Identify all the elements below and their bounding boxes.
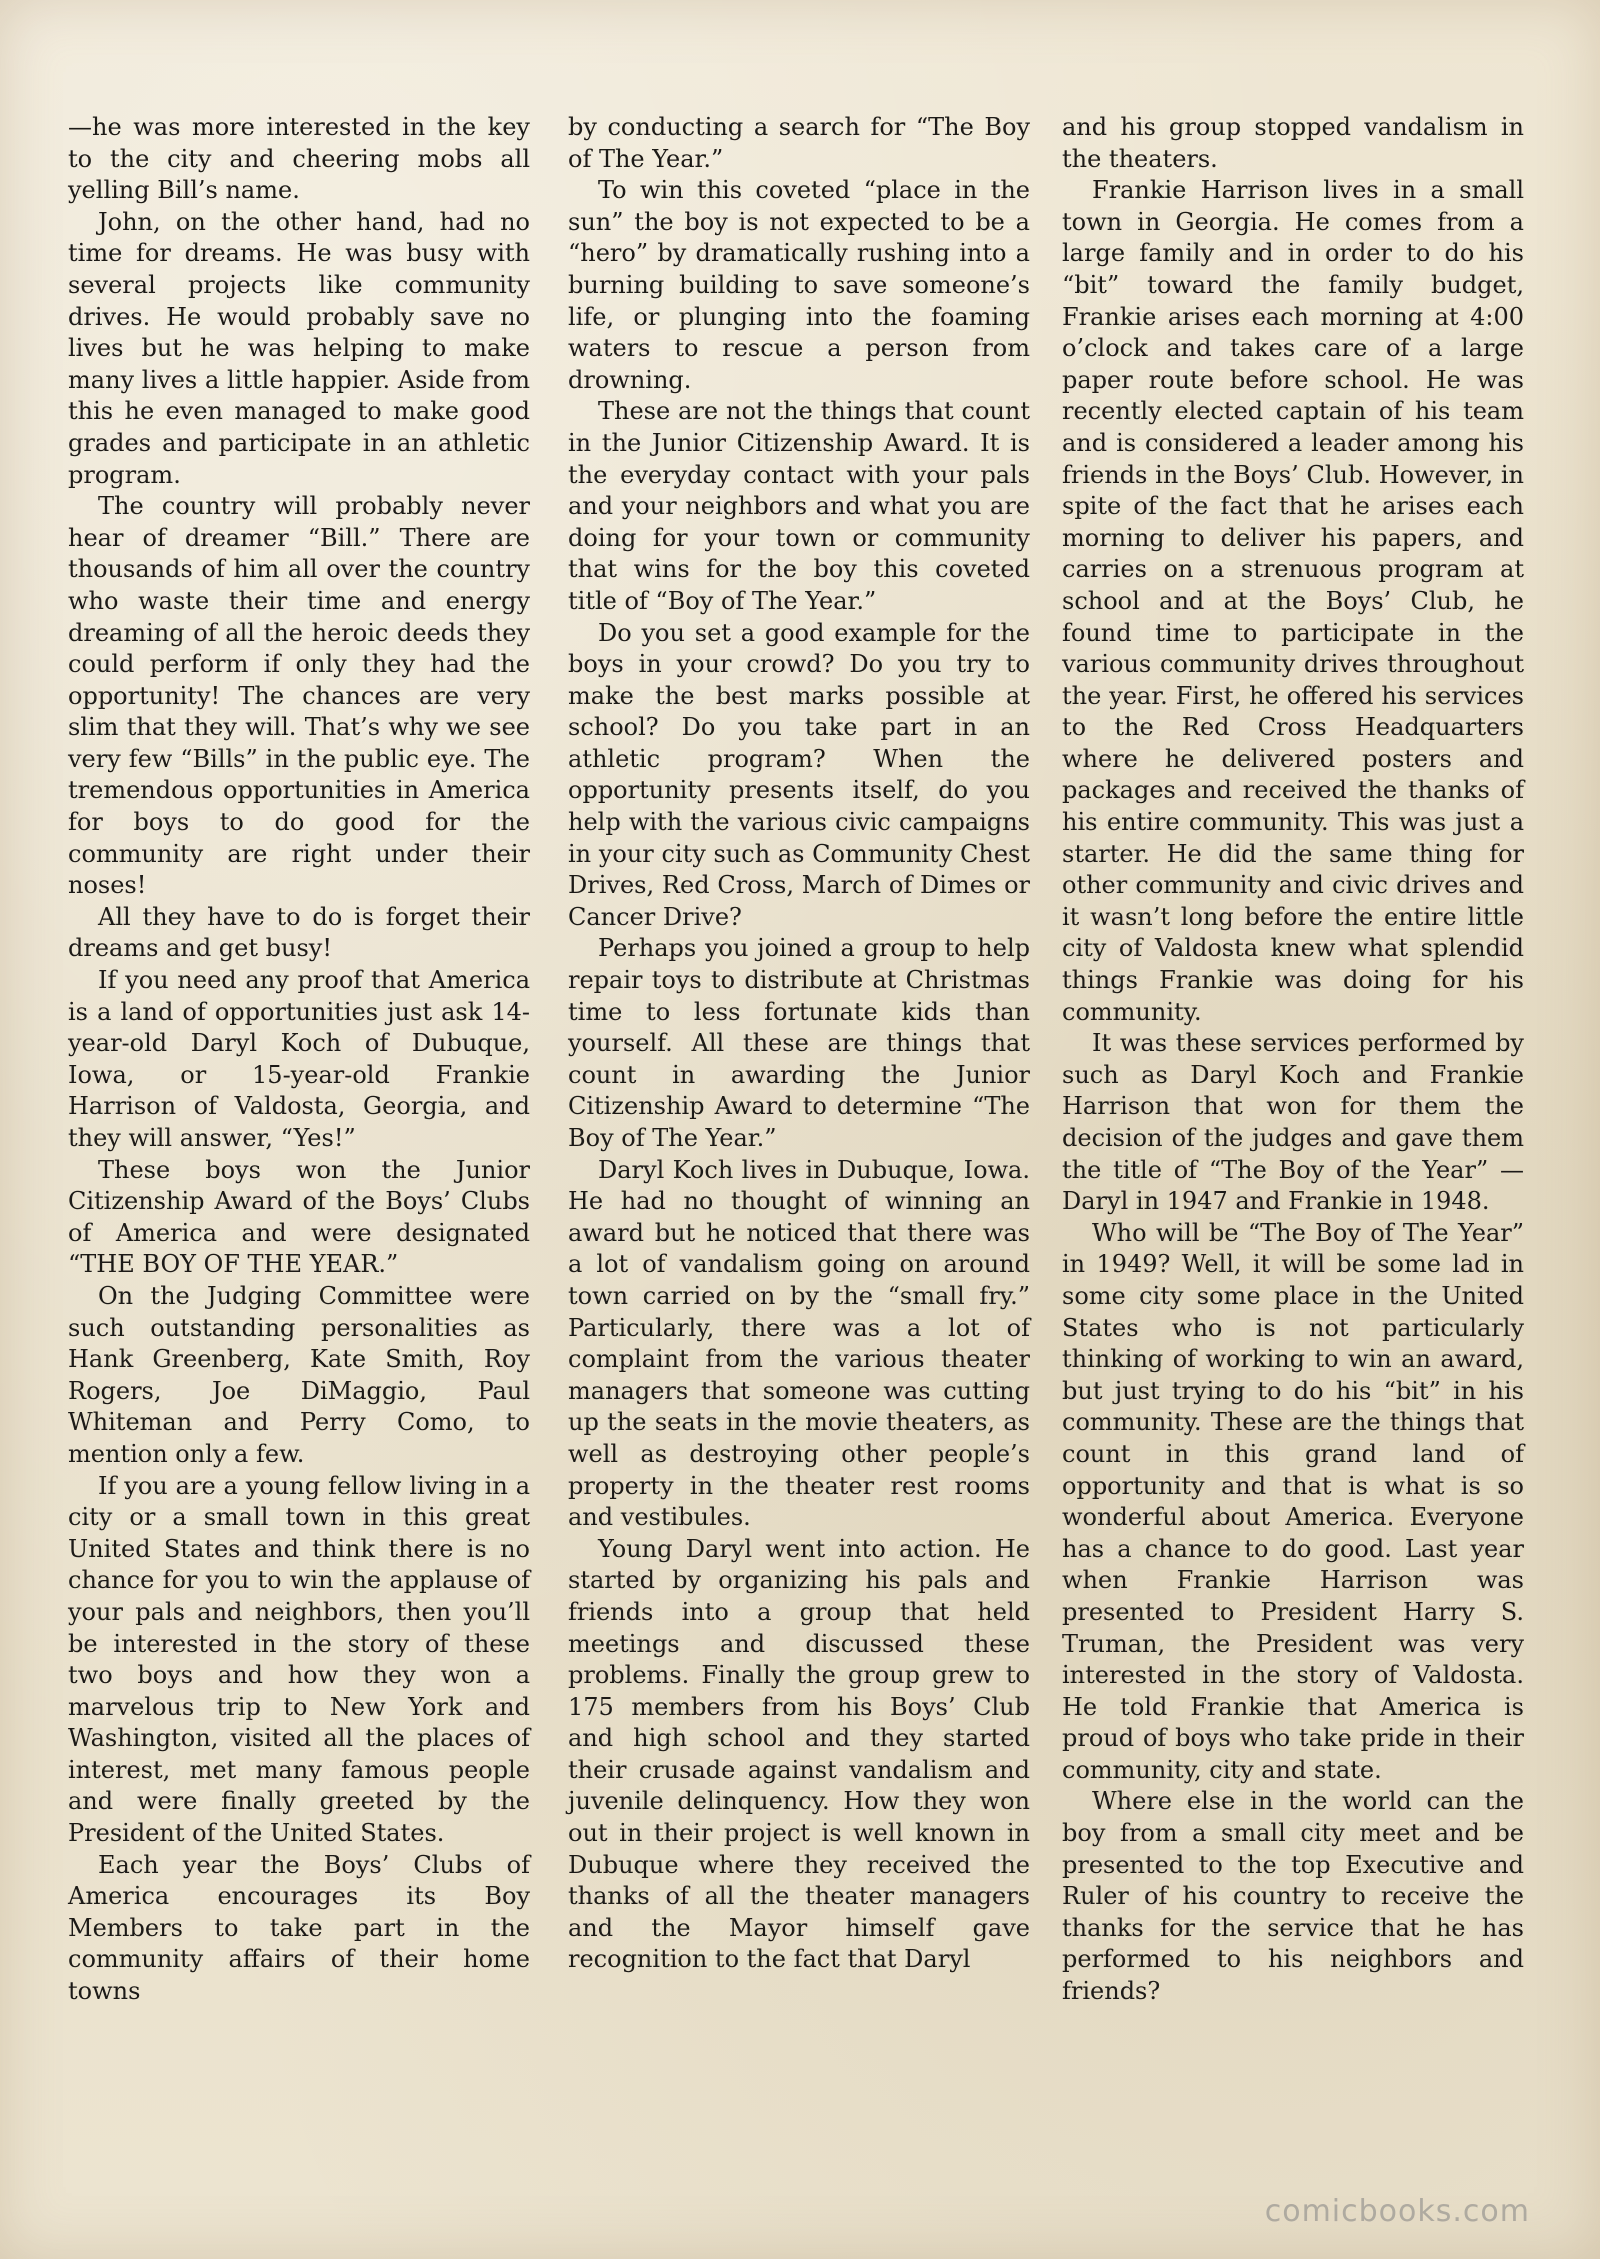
watermark: comicbooks.com [1264, 2194, 1530, 2229]
paragraph: Do you set a good example for the boys in your crowd? Do you try to make the best marks possible at school? Do you take part in an athletic program? When the opportunity presents itself, do you help with the various civic campaigns in your city such as Community Chest Drives, Red Cross, March of Dimes or Cancer Drive? [568, 618, 1030, 931]
paragraph: The country will probably never hear of dreamer “Bill.” There are thousands of him all over the country who waste their time and energy dreaming of all the heroic deeds they could perform if only they had the opportunity! The chances are very slim that they will. That’s why we see very few “Bills” in the public eye. The tremendous opportunities in America for boys to do good for the community are right under their noses! [68, 492, 530, 900]
paragraph: —he was more interested in the key to the city and cheering mobs all yelling Bill’s name. [68, 113, 530, 205]
paragraph: Young Daryl went into action. He started by organizing his pals and friends into a group that held meetings and discussed these problems. Finally the group grew to 175 members from his Boys’ Club and high school and they started their crusade against vandalism and juvenile delinquency. How they won out in their project is well known in Dubuque where they received the thanks of all the theater managers and the Mayor himself gave recognition to the fact that Daryl [568, 1534, 1030, 1974]
paragraph: It was these services performed by such as Daryl Koch and Frankie Harrison that won for them the decision of the judges and gave them the title of “The Boy of the Year” — Daryl in 1947 and Frankie in 1948. [1062, 1029, 1524, 1216]
paragraph: Who will be “The Boy of The Year” in 1949? Well, it will be some lad in some city some place in the United States who is not particularly thinking of working to win an award, but just trying to do his “bit” in his community. These are the things that count in this grand land of opportunity and that is what is so wonderful about America. Everyone has a chance to do good. Last year when Frankie Harrison was presented to President Harry S. Truman, the President was very interested in the story of Valdosta. He told Frankie that America is proud of boys who take pride in their community, city and state. [1062, 1218, 1524, 1784]
paragraph: Perhaps you joined a group to help repair toys to distribute at Christmas time to less fortunate kids than yourself. All these are things that count in awarding the Junior Citizenship Award to determine “The Boy of The Year.” [568, 934, 1030, 1152]
paragraph: and his group stopped vandalism in the theaters. [1062, 113, 1524, 173]
paragraph: These are not the things that count in the Junior Citizenship Award. It is the everyday contact with your pals and your neighbors and what you are doing for your town or community that wins for the boy this coveted title of “Boy of The Year.” [568, 397, 1030, 615]
paragraph: These boys won the Junior Citizenship Award of the Boys’ Clubs of America and were designated “THE BOY OF THE YEAR.” [68, 1155, 530, 1279]
paragraph: Each year the Boys’ Clubs of America encourages its Boy Members to take part in the community affairs of their home towns [68, 1850, 530, 2006]
paragraph: To win this coveted “place in the sun” the boy is not expected to be a “hero” by dramatically rushing into a burning building to save someone’s life, or plunging into the foaming waters to rescue a person from drowning. [568, 176, 1030, 394]
text-column-1 [68, 112, 530, 2008]
paragraph: All they have to do is forget their dreams and get busy! [68, 902, 530, 963]
paragraph: Frankie Harrison lives in a small town in Georgia. He comes from a large family and in order to do his “bit” toward the family budget, Frankie arises each morning at 4:00 o’clock and takes care of a large paper route before school. He was recently elected captain of his team and is considered a leader among his friends in the Boys’ Club. However, in spite of the fact that he arises each morning to deliver his papers, and carries on a strenuous program at school and at the Boys’ Club, he found time to participate in the various community drives throughout the year. First, he offered his services to the Red Cross Headquarters where he delivered posters and packages and received the thanks of his entire community. This was just a starter. He did the same thing for other community and civic drives and it wasn’t long before the entire little city of Valdosta knew what splendid things Frankie was doing for his community. [1062, 176, 1524, 1026]
text-column-2 [568, 112, 1030, 1976]
paragraph: Where else in the world can the boy from a small city meet and be presented to the top Executive and Ruler of his country to receive the thanks for the service that he has performed to his neighbors and friends? [1062, 1787, 1524, 2006]
paragraph: If you need any proof that America is a land of opportunities just ask 14-year-old Daryl Koch of Dubuque, Iowa, or 15-year-old Frankie Harrison of Valdosta, Georgia, and they will answer, “Yes!” [68, 966, 530, 1152]
paragraph: John, on the other hand, had no time for dreams. He was busy with several projects like community drives. He would probably save no lives but he was helping to make many lives a little happier. Aside from this he even managed to make good grades and participate in an athletic program. [68, 207, 530, 489]
paragraph: Daryl Koch lives in Dubuque, Iowa. He had no thought of winning an award but he noticed that there was a lot of vandalism going on around town carried on by the “small fry.” Particularly, there was a lot of complaint from the various theater managers that someone was cutting up the seats in the movie theaters, as well as destroying other people’s property in the theater rest rooms and vestibules. [568, 1155, 1030, 1532]
text-column-3 [1062, 112, 1524, 2008]
paragraph: If you are a young fellow living in a city or a small town in this great United States and think there is no chance for you to win the applause of your pals and neighbors, then you’ll be interested in the story of these two boys and how they won a marvelous trip to New York and Washington, visited all the places of interest, met many famous people and were finally greeted by the President of the United States. [68, 1471, 530, 1848]
paragraph: On the Judging Committee were such outstanding personalities as Hank Greenberg, Kate Smith, Roy Rogers, Joe DiMaggio, Paul Whiteman and Perry Como, to mention only a few. [68, 1281, 530, 1468]
paragraph: by conducting a search for “The Boy of The Year.” [568, 113, 1030, 173]
